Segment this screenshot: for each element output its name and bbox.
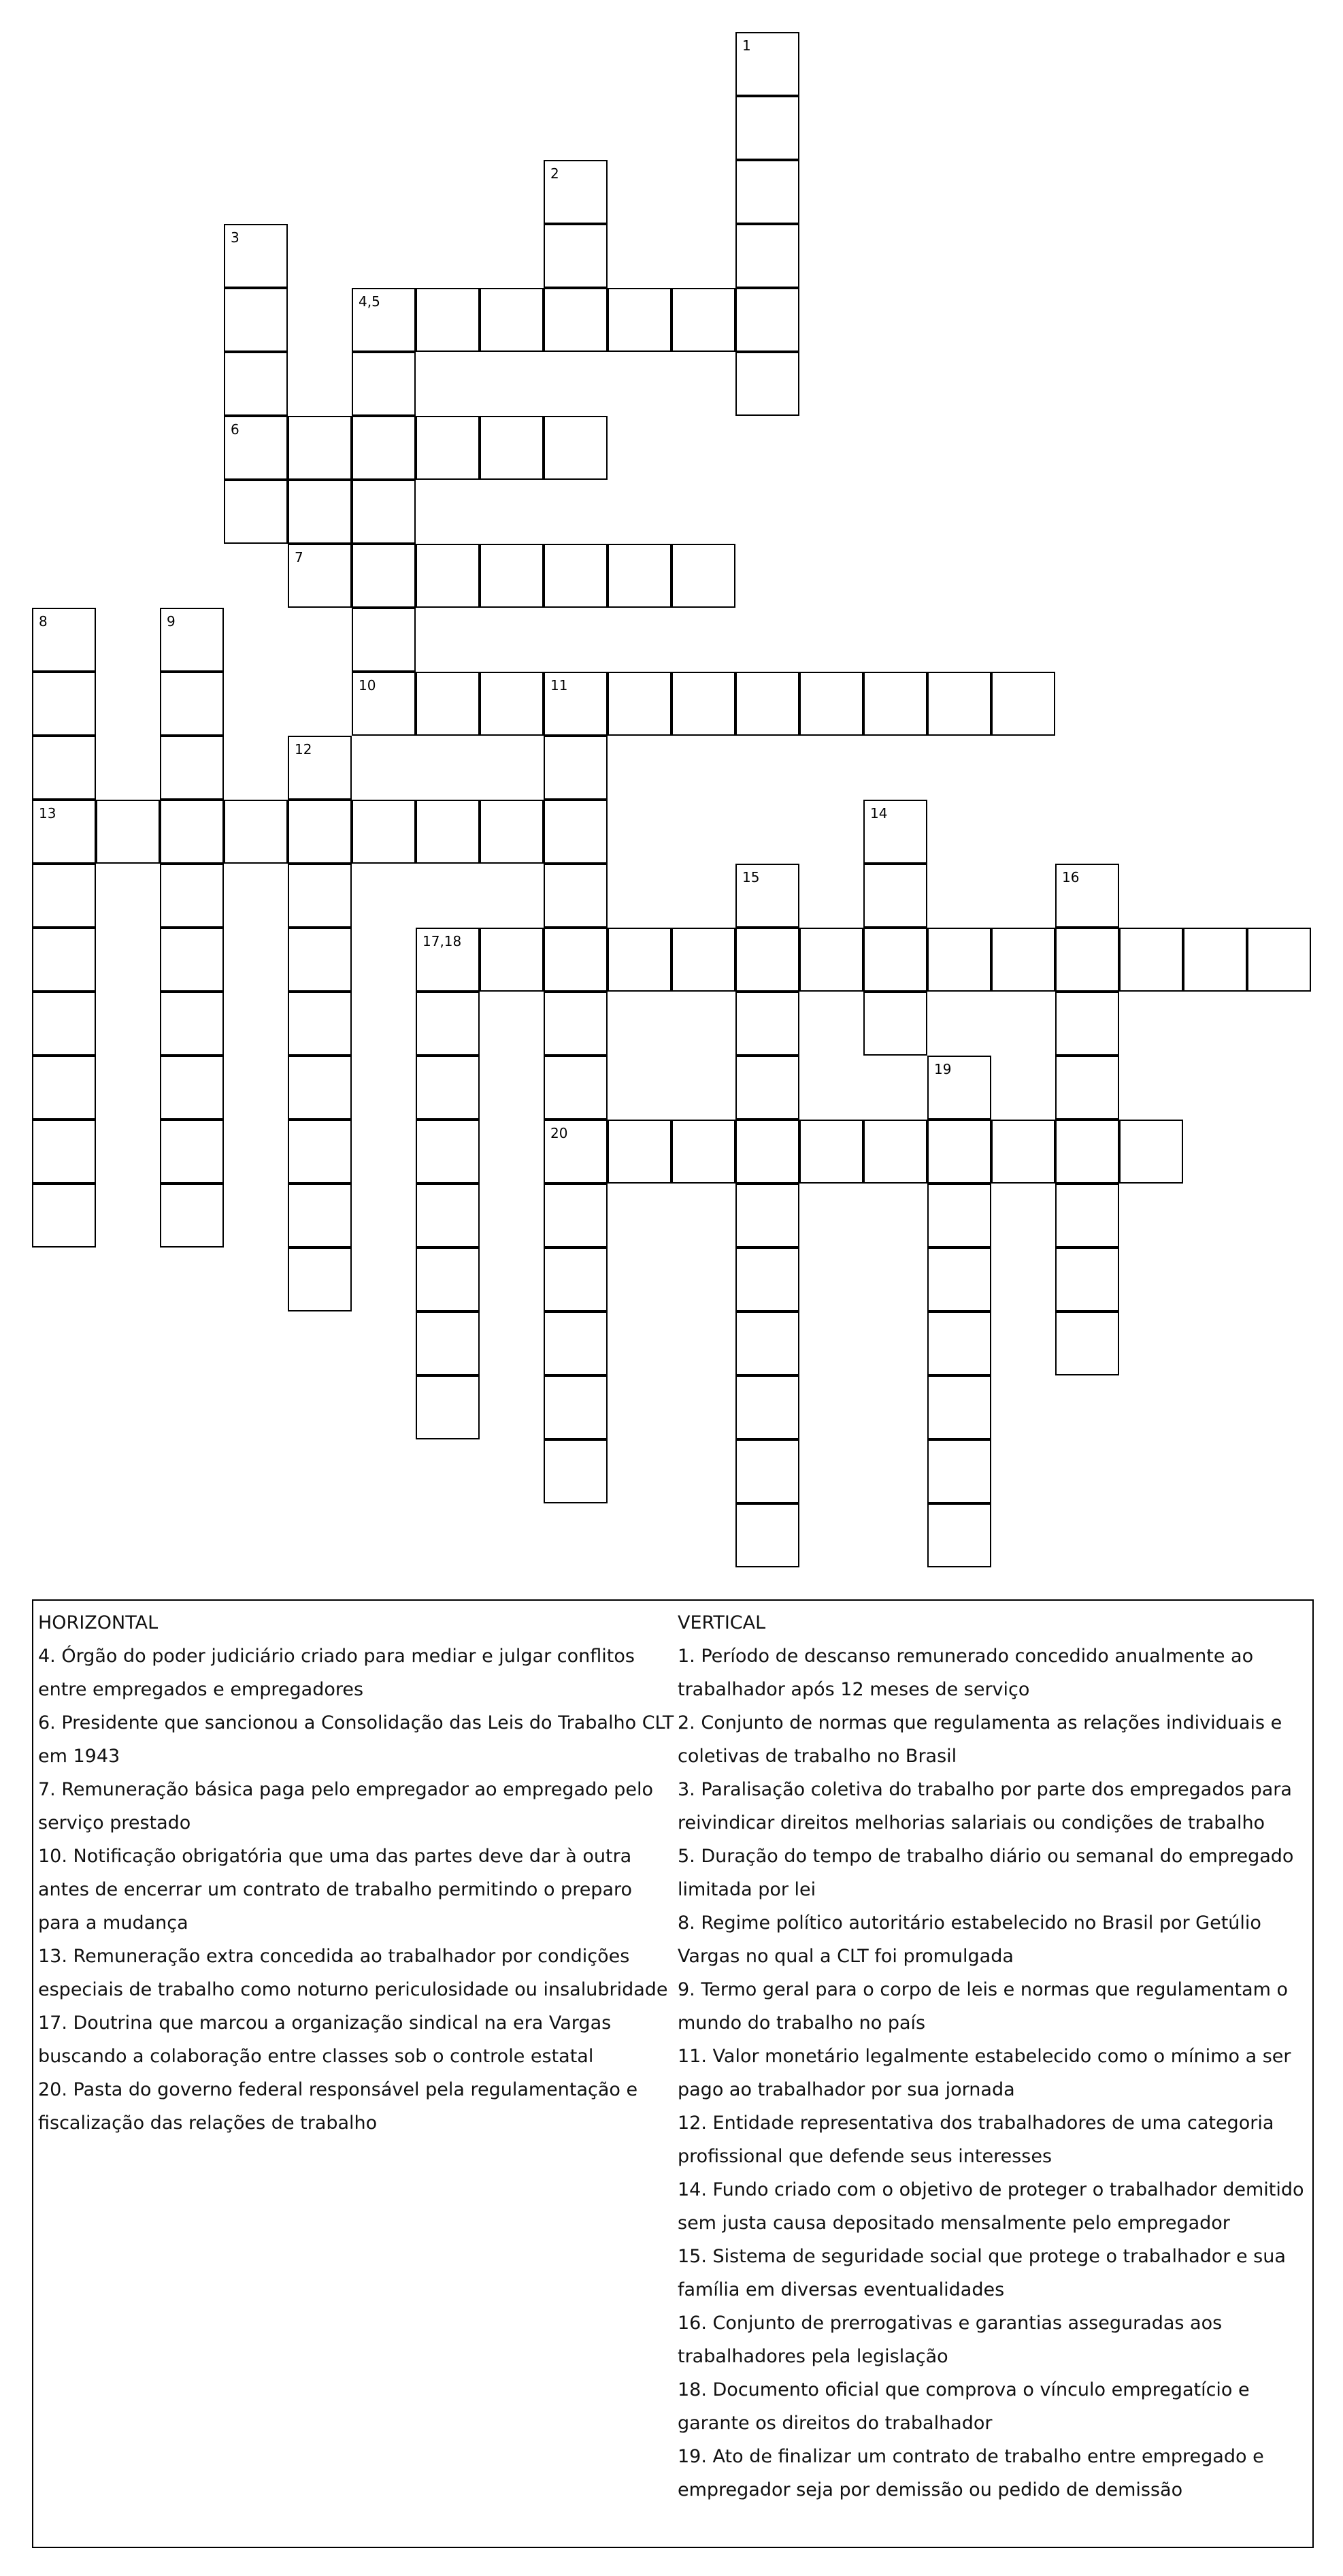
vertical-clue: 15. Sistema de seguridade social que protege o trabalhador e sua família em diversas eventualidades bbox=[678, 2246, 1286, 2300]
crossword-cell[interactable] bbox=[608, 672, 672, 736]
clue-number: 10 bbox=[359, 677, 376, 694]
crossword-cell[interactable] bbox=[735, 288, 799, 352]
crossword-cell[interactable] bbox=[288, 800, 352, 864]
crossword-cell[interactable] bbox=[32, 1184, 96, 1248]
crossword-cell[interactable] bbox=[416, 416, 480, 480]
clue-number: 13 bbox=[39, 805, 56, 821]
crossword-cell[interactable] bbox=[416, 1375, 480, 1439]
crossword-cell[interactable] bbox=[672, 1120, 735, 1184]
horizontal-clue: 4. Órgão do poder judiciário criado para mediar e julgar conflitos entre empregados e empregadores bbox=[38, 1646, 635, 1700]
vertical-clue: 11. Valor monetário legalmente estabelecido como o mínimo a ser pago ao trabalhador por sua jornada bbox=[678, 2046, 1291, 2100]
clue-number: 11 bbox=[550, 677, 568, 694]
crossword-cell[interactable] bbox=[416, 1248, 480, 1311]
crossword-cell[interactable] bbox=[32, 736, 96, 800]
clue-number: 16 bbox=[1062, 869, 1080, 885]
vertical-clue: 9. Termo geral para o corpo de leis e normas que regulamentam o mundo do trabalho no país bbox=[678, 1979, 1289, 2034]
clue-number: 6 bbox=[231, 421, 239, 438]
crossword-cell[interactable] bbox=[735, 672, 799, 736]
crossword-cell[interactable] bbox=[544, 928, 608, 992]
horizontal-clue: 13. Remuneração extra concedida ao trabalhador por condições especiais de trabalho como noturno periculosidade ou insalubridade bbox=[38, 1946, 668, 2000]
crossword-cell[interactable] bbox=[160, 864, 224, 928]
crossword-cell[interactable] bbox=[32, 992, 96, 1056]
clue-number: 3 bbox=[231, 229, 239, 246]
crossword-cell[interactable] bbox=[672, 672, 735, 736]
crossword-cell[interactable] bbox=[480, 288, 544, 352]
crossword-cell[interactable] bbox=[480, 672, 544, 736]
crossword-cell[interactable] bbox=[735, 1056, 799, 1120]
crossword-cell[interactable] bbox=[991, 1120, 1055, 1184]
crossword-cell[interactable] bbox=[735, 992, 799, 1056]
crossword-cell[interactable] bbox=[735, 352, 799, 416]
crossword-cell[interactable] bbox=[416, 1120, 480, 1184]
crossword-cell[interactable] bbox=[224, 288, 288, 352]
crossword-cell[interactable] bbox=[352, 608, 416, 672]
vertical-clue: 18. Documento oficial que comprova o vínculo empregatício e garante os direitos do trabalhador bbox=[678, 2379, 1250, 2434]
crossword-cell[interactable] bbox=[927, 1120, 991, 1184]
vertical-clue-list bbox=[678, 1640, 1310, 2507]
crossword-cell[interactable] bbox=[416, 544, 480, 608]
crossword-cell[interactable] bbox=[863, 864, 927, 928]
crossword-cell[interactable] bbox=[32, 672, 96, 736]
crossword-cell[interactable] bbox=[416, 1056, 480, 1120]
horizontal-clues bbox=[38, 1606, 678, 2140]
crossword-cell[interactable] bbox=[672, 544, 735, 608]
crossword-cell[interactable] bbox=[352, 352, 416, 416]
crossword-cell[interactable] bbox=[352, 800, 416, 864]
crossword-cell[interactable] bbox=[927, 1248, 991, 1311]
crossword-cell[interactable] bbox=[608, 544, 672, 608]
crossword-cell[interactable] bbox=[672, 288, 735, 352]
crossword-cell[interactable] bbox=[352, 544, 416, 608]
crossword-cell[interactable] bbox=[544, 800, 608, 864]
crossword-cell[interactable] bbox=[160, 800, 224, 864]
crossword-cell[interactable] bbox=[799, 1120, 863, 1184]
crossword-cell[interactable] bbox=[1055, 1311, 1119, 1375]
crossword-cell[interactable] bbox=[1247, 928, 1311, 992]
crossword-cell[interactable] bbox=[544, 1375, 608, 1439]
vertical-clue: 8. Regime político autoritário estabelecido no Brasil por Getúlio Vargas no qual a CLT foi promulgada bbox=[678, 1912, 1261, 1967]
crossword-cell[interactable] bbox=[735, 224, 799, 288]
crossword-cell[interactable] bbox=[288, 1056, 352, 1120]
crossword-cell[interactable] bbox=[927, 1311, 991, 1375]
crossword-cell[interactable] bbox=[480, 416, 544, 480]
horizontal-clue: 20. Pasta do governo federal responsável pela regulamentação e fiscalização das relações de trabalho bbox=[38, 2079, 638, 2134]
crossword-cell[interactable] bbox=[608, 928, 672, 992]
crossword-cell[interactable] bbox=[927, 672, 991, 736]
crossword-cell[interactable] bbox=[991, 928, 1055, 992]
crossword-cell[interactable] bbox=[544, 1439, 608, 1503]
crossword-cell[interactable] bbox=[544, 544, 608, 608]
crossword-cell[interactable] bbox=[735, 1120, 799, 1184]
crossword-cell[interactable] bbox=[288, 480, 352, 544]
crossword-cell[interactable] bbox=[288, 928, 352, 992]
clue-number: 14 bbox=[870, 805, 888, 821]
crossword-cell[interactable] bbox=[735, 160, 799, 224]
crossword-cell[interactable] bbox=[288, 416, 352, 480]
crossword-cell[interactable] bbox=[288, 1248, 352, 1311]
crossword-cell[interactable] bbox=[608, 288, 672, 352]
crossword-cell[interactable] bbox=[1119, 1120, 1183, 1184]
crossword-cell[interactable] bbox=[224, 800, 288, 864]
crossword-cell[interactable] bbox=[480, 928, 544, 992]
crossword-cell[interactable] bbox=[160, 1120, 224, 1184]
clue-number: 7 bbox=[295, 549, 303, 566]
crossword-cell[interactable] bbox=[927, 1184, 991, 1248]
horizontal-clue: 6. Presidente que sancionou a Consolidação das Leis do Trabalho CLT em 1943 bbox=[38, 1712, 674, 1767]
vertical-clue: 14. Fundo criado com o objetivo de proteger o trabalhador demitido sem justa causa depositado mensalmente pelo empregador bbox=[678, 2179, 1304, 2234]
crossword-cell[interactable] bbox=[352, 416, 416, 480]
crossword-cell[interactable] bbox=[863, 672, 927, 736]
crossword-cell[interactable] bbox=[544, 1248, 608, 1311]
crossword-cell[interactable] bbox=[32, 1056, 96, 1120]
vertical-clue: 16. Conjunto de prerrogativas e garantias asseguradas aos trabalhadores pela legislação bbox=[678, 2313, 1223, 2367]
vertical-clue: 2. Conjunto de normas que regulamenta as relações individuais e coletivas de trabalho no Brasil bbox=[678, 1712, 1282, 1767]
crossword-cell[interactable] bbox=[735, 928, 799, 992]
crossword-cell[interactable] bbox=[160, 1056, 224, 1120]
crossword-cell[interactable] bbox=[927, 1375, 991, 1439]
horizontal-clue: 10. Notificação obrigatória que uma das partes deve dar à outra antes de encerrar um contrato de trabalho permitindo o preparo para a mudança bbox=[38, 1846, 633, 1934]
crossword-cell[interactable] bbox=[863, 928, 927, 992]
horizontal-clue-list bbox=[38, 1640, 678, 2140]
crossword-cell[interactable] bbox=[160, 928, 224, 992]
crossword-cell[interactable] bbox=[416, 1184, 480, 1248]
crossword-cell[interactable] bbox=[1055, 1120, 1119, 1184]
vertical-clue: 3. Paralisação coletiva do trabalho por parte dos empregados para reivindicar direitos melhorias salariais ou condições de trabalho bbox=[678, 1779, 1292, 1833]
crossword-cell[interactable] bbox=[416, 1311, 480, 1375]
horizontal-clue: 7. Remuneração básica paga pelo empregador ao empregado pelo serviço prestado bbox=[38, 1779, 654, 1833]
crossword-cell[interactable] bbox=[160, 672, 224, 736]
crossword-cell[interactable] bbox=[735, 1248, 799, 1311]
crossword-cell[interactable] bbox=[416, 800, 480, 864]
crossword-cell[interactable] bbox=[32, 928, 96, 992]
clue-number: 15 bbox=[742, 869, 760, 885]
crossword-cell[interactable] bbox=[927, 928, 991, 992]
crossword-cell[interactable] bbox=[863, 1120, 927, 1184]
crossword-cell[interactable] bbox=[1055, 1184, 1119, 1248]
clue-number: 19 bbox=[934, 1061, 952, 1077]
crossword-cell[interactable] bbox=[544, 1184, 608, 1248]
crossword-cell[interactable] bbox=[1119, 928, 1183, 992]
crossword-cell[interactable] bbox=[735, 1503, 799, 1567]
clue-number: 20 bbox=[550, 1125, 568, 1141]
crossword-cell[interactable] bbox=[927, 1503, 991, 1567]
crossword-cell[interactable] bbox=[288, 1184, 352, 1248]
crossword-cell[interactable] bbox=[1183, 928, 1247, 992]
crossword-cell[interactable] bbox=[1055, 992, 1119, 1056]
crossword-cell[interactable] bbox=[1055, 928, 1119, 992]
crossword-cell[interactable] bbox=[1055, 1248, 1119, 1311]
vertical-title: VERTICAL bbox=[678, 1612, 766, 1633]
vertical-clue: 5. Duração do tempo de trabalho diário ou semanal do empregado limitada por lei bbox=[678, 1846, 1294, 1900]
crossword-cell[interactable] bbox=[224, 352, 288, 416]
crossword-cell[interactable] bbox=[735, 1184, 799, 1248]
crossword-cell[interactable] bbox=[544, 416, 608, 480]
crossword-cell[interactable] bbox=[735, 1439, 799, 1503]
crossword-cell[interactable] bbox=[608, 1120, 672, 1184]
horizontal-clue: 17. Doutrina que marcou a organização sindical na era Vargas buscando a colaboração entre classes sob o controle estatal bbox=[38, 2012, 612, 2067]
crossword-cell[interactable] bbox=[96, 800, 160, 864]
crossword-cell[interactable] bbox=[735, 1375, 799, 1439]
crossword-cell[interactable] bbox=[288, 1120, 352, 1184]
crossword-cell[interactable] bbox=[991, 672, 1055, 736]
crossword-cell[interactable] bbox=[863, 992, 927, 1056]
crossword-cell[interactable] bbox=[160, 1184, 224, 1248]
crossword-cell[interactable] bbox=[352, 480, 416, 544]
vertical-clues bbox=[678, 1606, 1310, 2507]
crossword-cell[interactable] bbox=[480, 544, 544, 608]
crossword-cell[interactable] bbox=[32, 1120, 96, 1184]
crossword-cell[interactable] bbox=[672, 928, 735, 992]
crossword-cell[interactable] bbox=[160, 736, 224, 800]
crossword-cell[interactable] bbox=[32, 864, 96, 928]
crossword-cell[interactable] bbox=[160, 992, 224, 1056]
crossword-cell[interactable] bbox=[1055, 1056, 1119, 1120]
crossword-cell[interactable] bbox=[544, 1311, 608, 1375]
crossword-cell[interactable] bbox=[544, 288, 608, 352]
crossword-cell[interactable] bbox=[735, 96, 799, 160]
clues-box bbox=[32, 1599, 1314, 2548]
clue-number: 12 bbox=[295, 741, 312, 757]
vertical-clue: 19. Ato de finalizar um contrato de trabalho entre empregado e empregador seja por demissão ou pedido de demissão bbox=[678, 2446, 1264, 2500]
crossword-cell[interactable] bbox=[544, 224, 608, 288]
crossword-cell[interactable] bbox=[544, 1056, 608, 1120]
crossword-cell[interactable] bbox=[544, 992, 608, 1056]
clue-number: 2 bbox=[550, 165, 559, 182]
crossword-cell[interactable] bbox=[799, 672, 863, 736]
clue-number: 9 bbox=[167, 613, 176, 630]
crossword-cell[interactable] bbox=[224, 480, 288, 544]
crossword-cell[interactable] bbox=[544, 864, 608, 928]
crossword-cell[interactable] bbox=[735, 1311, 799, 1375]
vertical-clue: 1. Período de descanso remunerado concedido anualmente ao trabalhador após 12 meses de serviço bbox=[678, 1646, 1254, 1700]
crossword-cell[interactable] bbox=[416, 992, 480, 1056]
crossword-cell[interactable] bbox=[288, 992, 352, 1056]
crossword-cell[interactable] bbox=[416, 288, 480, 352]
vertical-clue: 12. Entidade representativa dos trabalhadores de uma categoria profissional que defende seus interesses bbox=[678, 2113, 1274, 2167]
clue-number: 8 bbox=[39, 613, 48, 630]
crossword-cell[interactable] bbox=[927, 1439, 991, 1503]
clue-number: 1 bbox=[742, 37, 751, 54]
crossword-cell[interactable] bbox=[799, 928, 863, 992]
clue-number: 17,18 bbox=[422, 933, 462, 949]
horizontal-title: HORIZONTAL bbox=[38, 1612, 159, 1633]
clue-number: 4,5 bbox=[359, 293, 380, 310]
crossword-cell[interactable] bbox=[544, 736, 608, 800]
crossword-cell[interactable] bbox=[480, 800, 544, 864]
crossword-cell[interactable] bbox=[288, 864, 352, 928]
crossword-cell[interactable] bbox=[416, 672, 480, 736]
